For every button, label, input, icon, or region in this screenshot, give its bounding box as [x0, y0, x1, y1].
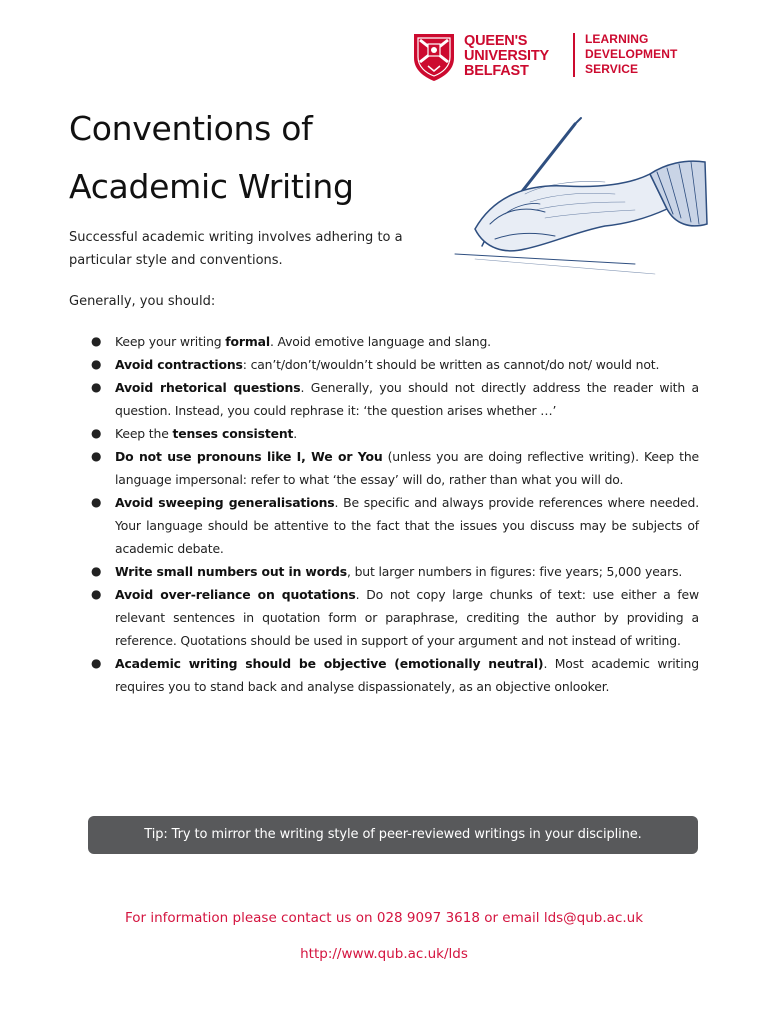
list-item	[91, 583, 699, 652]
lead-text: Generally, you should:	[69, 294, 216, 309]
rule-text: . Be specific and always provide references where needed. Your language should be attentive to the fact that the issues you discuss may be subjects of academic debate.	[115, 495, 700, 556]
service-line: DEVELOPMENT	[585, 47, 678, 61]
bullet-icon: ●	[91, 380, 102, 394]
title-line: Academic Writing	[69, 167, 354, 206]
list-item	[91, 422, 699, 445]
logo-divider	[573, 33, 575, 77]
bullet-icon: ●	[91, 426, 102, 440]
rule-emphasis: Avoid sweeping generalisations	[115, 495, 335, 510]
rule-text: Keep your writing	[115, 334, 226, 349]
bullet-icon: ●	[91, 357, 102, 371]
tip-box: Tip: Try to mirror the writing style of peer-reviewed writings in your discipline.	[88, 816, 698, 854]
page-title	[69, 100, 354, 216]
university-line: UNIVERSITY	[464, 48, 550, 64]
rule-emphasis: formal	[225, 334, 270, 349]
list-item	[91, 445, 699, 491]
rule-text: Keep the	[115, 426, 173, 441]
university-line: BELFAST	[464, 63, 529, 79]
bullet-icon: ●	[91, 656, 102, 670]
rule-text: . Generally, you should not directly address the reader with a question. Instead, you could rephrase it: ‘the question arises whether …’	[115, 380, 699, 418]
rule-text: . Do not copy large chunks of text: use either a few relevant sentences in quotation form or paraphrase, crediting the author by providing a reference. Quotations should be used in support of your argument and not instead of writing.	[115, 587, 699, 648]
university-crest-icon	[412, 32, 456, 82]
conventions-list	[91, 330, 699, 698]
rule-emphasis: Avoid contractions	[115, 357, 243, 372]
service-name	[585, 32, 677, 77]
university-name	[464, 34, 549, 79]
contact-info: For information please contact us on 028 9097 3618 or email lds@qub.ac.uk	[124, 910, 644, 926]
rule-text: , but larger numbers in figures: five years; 5,000 years.	[347, 564, 683, 579]
list-item	[91, 491, 699, 560]
rule-emphasis: tenses consistent	[172, 426, 294, 441]
rule-emphasis: Write small numbers out in words	[115, 564, 347, 579]
qub-lds-logo	[412, 30, 702, 86]
intro-paragraph: Successful academic writing involves adhering to a particular style and conventions.	[69, 230, 403, 268]
rule-emphasis: Academic writing should be objective (emotionally neutral)	[115, 656, 544, 671]
list-item	[91, 560, 699, 583]
website-link[interactable]: http://www.qub.ac.uk/lds	[300, 946, 468, 962]
writing-hand-illustration	[435, 114, 715, 284]
bullet-icon: ●	[91, 334, 102, 348]
rule-text: . Most academic writing requires you to stand back and analyse dispassionately, as an objective onlooker.	[115, 656, 699, 694]
rule-emphasis: Avoid over-reliance on quotations	[115, 587, 356, 602]
list-item	[91, 652, 699, 698]
bullet-icon: ●	[91, 449, 102, 463]
rule-emphasis: Do not use pronouns like I, We or You	[115, 449, 383, 464]
bullet-icon: ●	[91, 495, 102, 509]
list-item	[91, 353, 699, 376]
rule-emphasis: Avoid rhetorical questions	[115, 380, 301, 395]
title-line: Conventions of	[69, 109, 313, 148]
rule-text: (unless you are doing reflective writing). Keep the language impersonal: refer to what ‘the essay’ will do, rather than what you will do.	[115, 449, 699, 487]
list-item	[91, 376, 699, 422]
service-line: SERVICE	[585, 62, 639, 76]
rule-text: : can’t/don’t/wouldn’t should be written as cannot/do not/ would not.	[242, 357, 660, 372]
bullet-icon: ●	[91, 564, 102, 578]
service-line: LEARNING	[585, 32, 649, 46]
rule-text: . Avoid emotive language and slang.	[269, 334, 491, 349]
rule-text: .	[293, 426, 298, 441]
university-line: QUEEN'S	[464, 33, 528, 49]
list-item	[91, 330, 699, 353]
bullet-icon: ●	[91, 587, 102, 601]
